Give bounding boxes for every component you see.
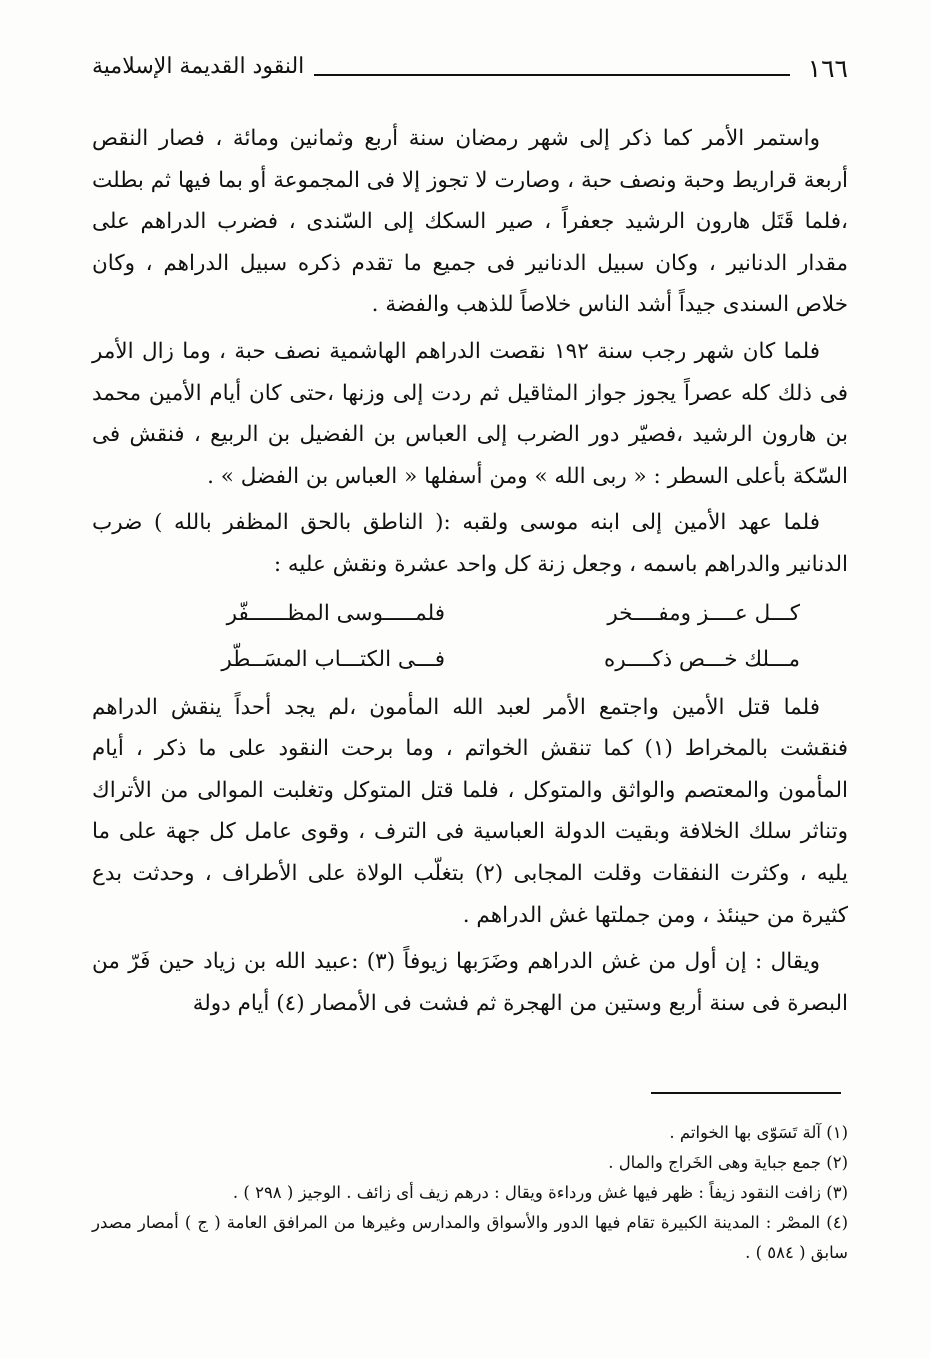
footnote-3: (٣) زافت النقود زيفاً : ظهر فيها غش ورداءة ويقال : درهم زيف أى زائف . الوجيز ( ٢٩٨ ) . — [232, 1183, 848, 1202]
paragraph: واستمر الأمر كما ذكر إلى شهر رمضان سنة أربع وثمانين ومائة ، فصار النقص أربعة قراريط وحبة ونصف حبة ، وصارت لا تجوز إلا فى المجموعة أو بما فيها ثم بطلت ،فلما قَتَل هارون الرشيد جعفراً ، صير السكك إلى السّندى ، فضرب الدراهم على مقدار الدنانير ، وكان سبيل الدنانير فى جميع ما تقدم ذكره سبيل الدراهم ، وكان خلاص السندى جيداً أشد الناس خلاصاً للذهب والفضة . — [92, 126, 848, 318]
paragraph: فلما قتل الأمين واجتمع الأمر لعبد الله المأمون ،لم يجد أحداً ينقش الدراهم فنقشت بالمخراط (١) كما تنقش الخواتم ، وما برحت النقود على ما ذكر ، أيام المأمون والمعتصم والواثق والمتوكل ، فلما قتل المتوكل وتغلبت الموالى من الأتراك وتناثر سلك الخلافة وبقيت الدولة العباسية فى الترف ، وقوى عامل كل جهة على ما يليه ، وكثرت النفقات وقلت المجابى (٢) بتغلّب الولاة على الأطراف ، وحدثت بدع كثيرة من حينئذ ، ومن جملتها غش الدراهم . — [92, 694, 848, 928]
footnote-4: (٤) المصْر : المدينة الكبيرة تقام فيها الدور والأسواق والمدارس وغيرها من المرافق العامة ( ج ) أمصار مصدر سابق ( ٥٨٤ ) . — [92, 1213, 848, 1262]
poem-line-1-left: فلمـــــوسى المظــــــفّر — [226, 600, 445, 626]
page-number: ١٦٦ — [807, 54, 848, 83]
footnote-2: (٢) جمع جباية وهى الخَراج والمال . — [608, 1153, 848, 1172]
poem-line-2-left: فـــى الكتـــاب المسَــطّر — [221, 646, 445, 672]
footnote-separator — [651, 1092, 841, 1094]
paragraph: ويقال : إن أول من غش الدراهم وضَرَبها زيوفاً (٣) :عبيد الله بن زياد حين فَرّ من البصرة فى سنة أربع وستين من الهجرة ثم فشت فى الأمصار (٤) أيام دولة — [92, 949, 848, 1016]
main-text — [92, 118, 848, 1029]
poem-verses — [200, 591, 800, 683]
page-header — [92, 52, 848, 92]
footnote-1: (١) آلة تَسَوّى بها الخواتم . — [669, 1123, 848, 1142]
running-title: النقود القديمة الإسلامية — [92, 54, 305, 79]
paragraph: فلما كان شهر رجب سنة ١٩٢ نقصت الدراهم الهاشمية نصف حبة ، وما زال الأمر فى ذلك كله عصراً يجوز جواز المثاقيل ثم ردت إلى وزنها ،حتى كان أيام الأمين محمد بن هارون الرشيد ،فصيّر دور الضرب إلى العباس بن الفضيل بن الربيع ، فنقش فى السّكة بأعلى السطر : « ربى الله » ومن أسفلها « العباس بن الفضل » . — [92, 338, 848, 489]
poem-line-1-right: كـــل عــــز ومفــــخر — [607, 600, 800, 626]
header-rule — [314, 74, 790, 76]
footnotes — [92, 1118, 848, 1268]
poem-line-2-right: مـــلك خـــص ذكــــره — [604, 646, 800, 672]
paragraph: فلما عهد الأمين إلى ابنه موسى ولقبه :( الناطق بالحق المظفر بالله ) ضرب الدنانير والدراهم باسمه ، وجعل زنة كل واحد عشرة ونقش عليه : — [92, 510, 848, 577]
